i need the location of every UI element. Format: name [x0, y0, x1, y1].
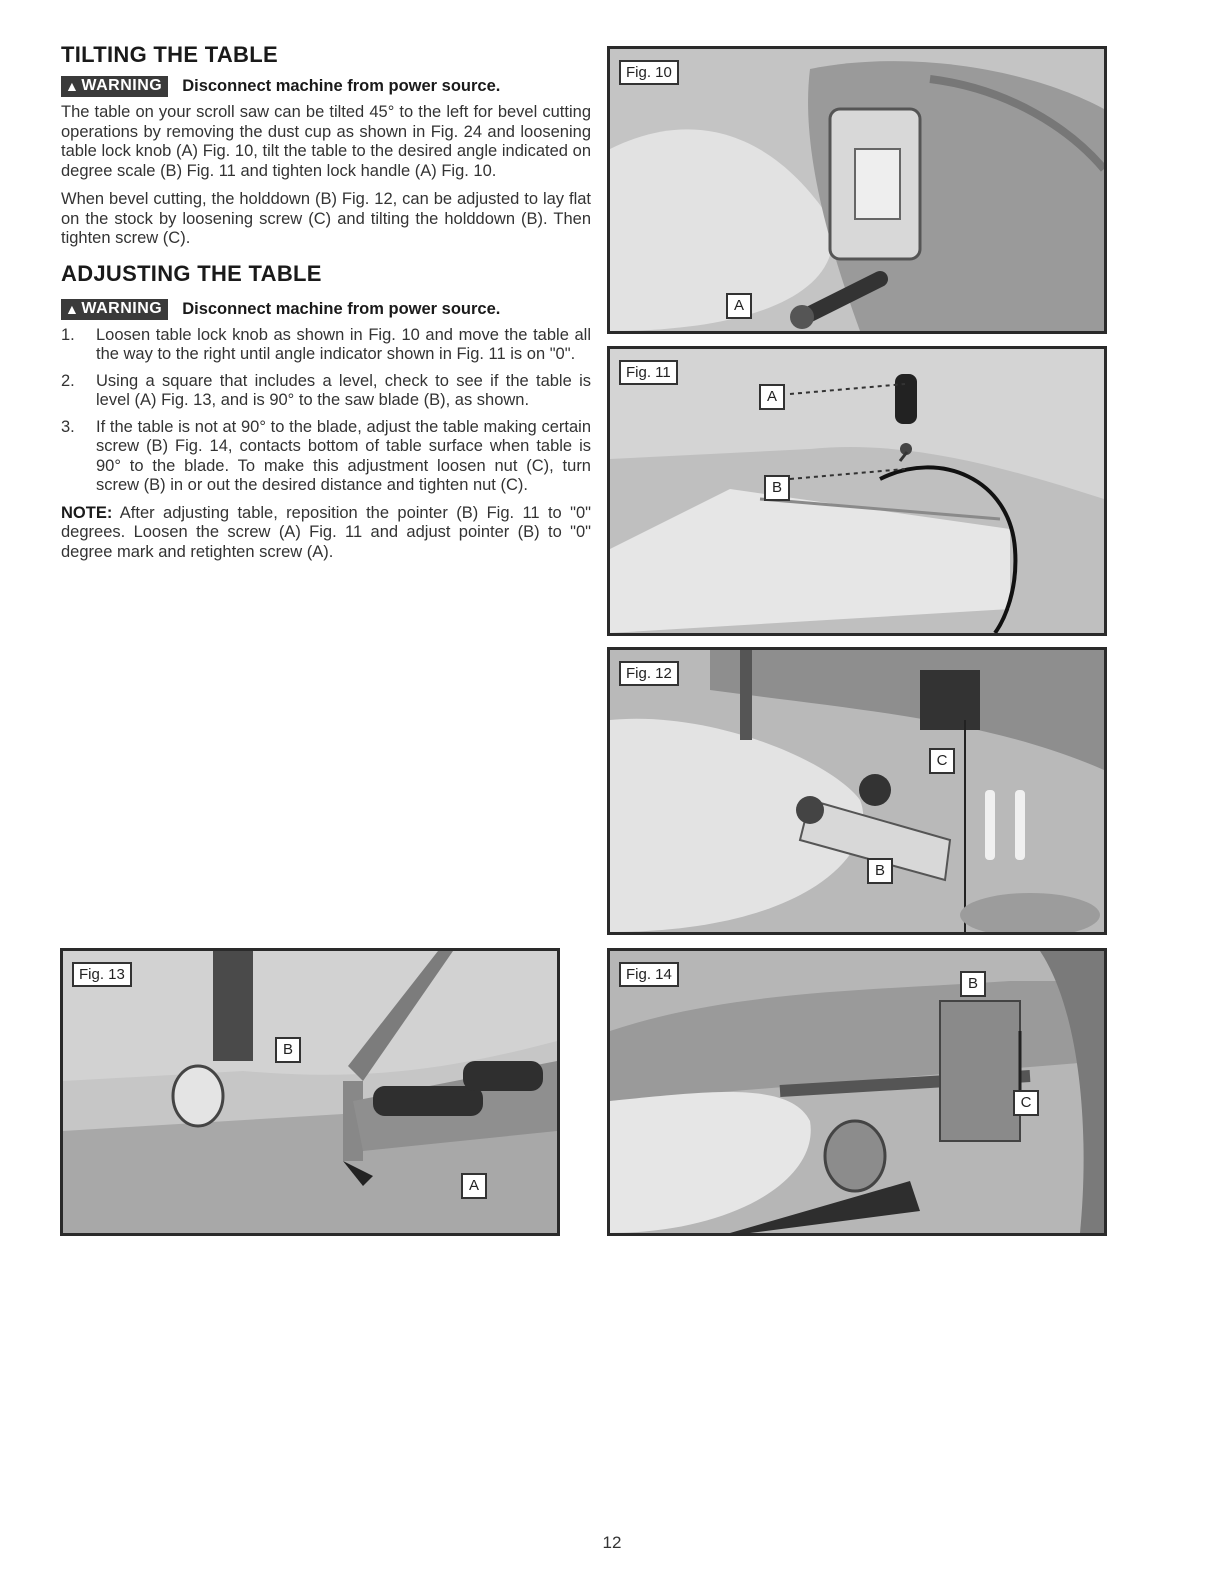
adjusting-warning	[61, 299, 591, 320]
fig-11-label: Fig. 11	[619, 360, 678, 385]
tilting-paragraph-2: When bevel cutting, the holddown (B) Fig. 12, can be adjusted to lay flat on the stock by loosening screw (C) and tilting the holddown (B). Then tighten screw (C).	[61, 190, 591, 247]
figure-11-photo	[610, 349, 1104, 633]
warning-badge	[61, 299, 168, 320]
figure-13	[60, 948, 560, 1236]
step-number: 3.	[61, 417, 75, 436]
fig-12-label: Fig. 12	[619, 661, 679, 686]
warning-badge-label: WARNING	[81, 299, 163, 317]
adjusting-steps	[61, 326, 591, 496]
tilting-heading: TILTING THE TABLE	[61, 42, 278, 67]
warning-text: Disconnect machine from power source.	[182, 77, 501, 95]
callout-b: B	[867, 858, 893, 884]
tilting-paragraph-1: The table on your scroll saw can be tilted 45° to the left for bevel cutting operations by removing the dust cup as shown in Fig. 24 and loosening table lock knob (A) Fig. 10, tilt the table to the desired angle indicated on degree scale (B) Fig. 11 and tighten lock handle (A) Fig. 10.	[61, 103, 591, 180]
adjusting-heading: ADJUSTING THE TABLE	[61, 260, 322, 286]
callout-a: A	[726, 293, 752, 319]
step-item	[61, 418, 591, 496]
note-paragraph	[61, 504, 591, 563]
warning-text: Disconnect machine from power source.	[182, 299, 501, 318]
figure-11	[607, 346, 1107, 636]
fig-13-label: Fig. 13	[72, 962, 132, 987]
tilting-warning	[61, 76, 591, 97]
step-number: 1.	[61, 325, 75, 344]
step-text: If the table is not at 90° to the blade, adjust the table making certain screw (B) Fig. 14, contacts bottom of table surface when table is 90° to the blade. To make this adjustment loosen nut (C), turn screw (B) in or out the desired distance and tighten nut (C).	[96, 417, 591, 494]
step-number: 2.	[61, 371, 75, 390]
figure-12-photo	[610, 650, 1104, 932]
step-text: Loosen table lock knob as shown in Fig. 10 and move the table all the way to the right until angle indicator shown in Fig. 11 is on "0".	[96, 325, 591, 363]
callout-b: B	[275, 1037, 301, 1063]
step-item	[61, 372, 591, 411]
callout-b: B	[764, 475, 790, 501]
callout-c: C	[1013, 1090, 1039, 1116]
note-text: After adjusting table, reposition the pointer (B) Fig. 11 to "0" degrees. Loosen the screw (A) Fig. 11 and adjust pointer (B) to "0" degree mark and retighten screw (A).	[61, 503, 591, 561]
callout-a: A	[759, 384, 785, 410]
warning-triangle-icon: ▲	[65, 78, 80, 94]
warning-badge-label: WARNING	[81, 77, 163, 94]
step-text: Using a square that includes a level, check to see if the table is level (A) Fig. 13, and is 90° to the saw blade (B), as shown.	[96, 371, 591, 409]
text-column	[61, 42, 591, 571]
fig-14-label: Fig. 14	[619, 962, 679, 987]
callout-c: C	[929, 748, 955, 774]
figure-12	[607, 647, 1107, 935]
figure-14	[607, 948, 1107, 1236]
fig-10-label: Fig. 10	[619, 60, 679, 85]
page-number: 12	[602, 1533, 622, 1552]
step-item	[61, 326, 591, 365]
callout-a: A	[461, 1173, 487, 1199]
note-label: NOTE:	[61, 503, 113, 522]
callout-b: B	[960, 971, 986, 997]
figure-10	[607, 46, 1107, 334]
figure-10-photo	[610, 49, 1104, 331]
warning-badge	[61, 76, 168, 97]
warning-triangle-icon: ▲	[65, 300, 80, 317]
